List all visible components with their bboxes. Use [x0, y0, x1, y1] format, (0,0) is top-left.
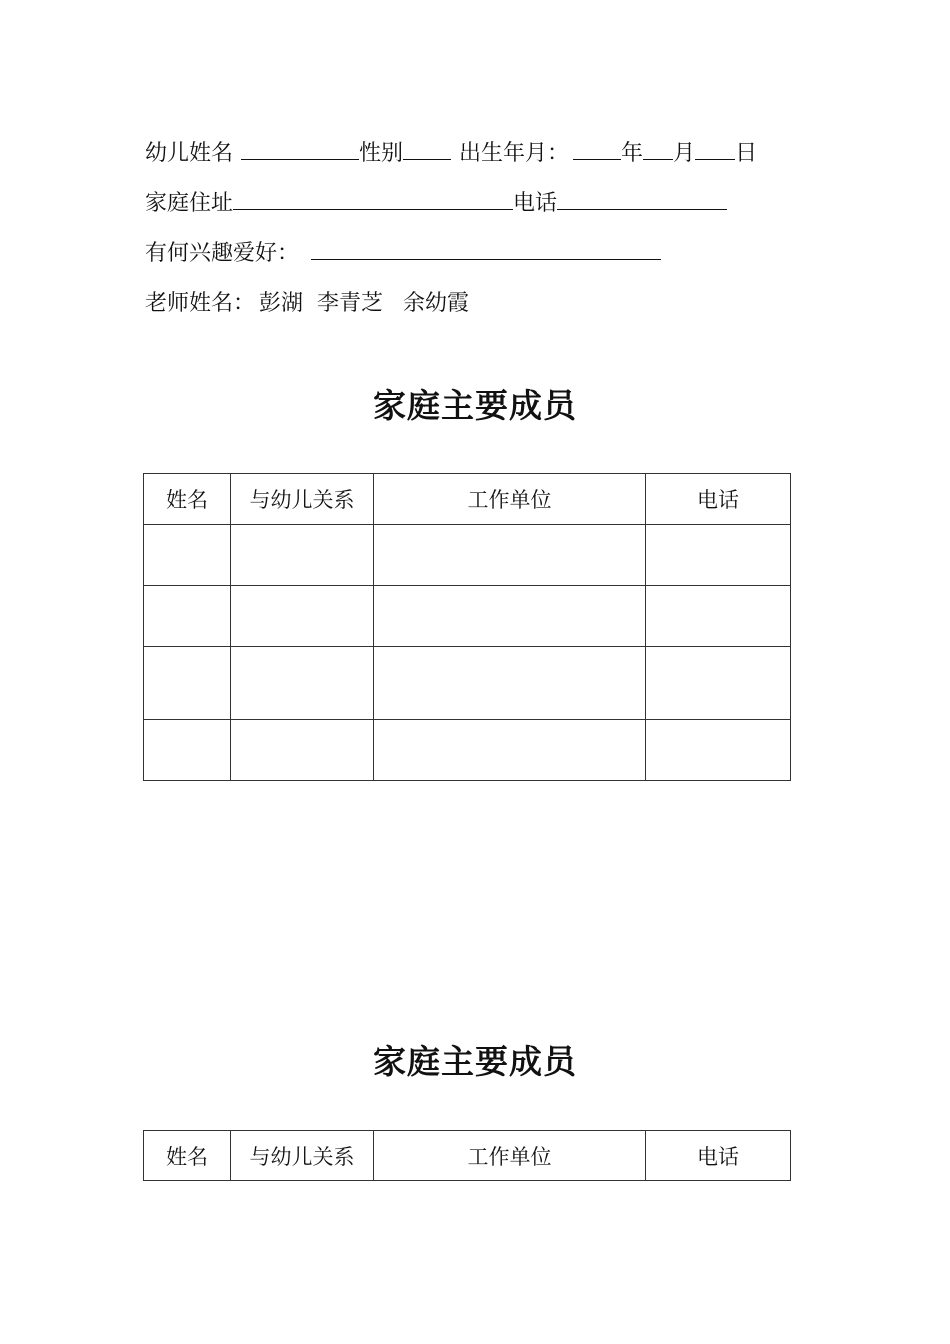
header-name: 姓名: [144, 1131, 231, 1181]
birth-day-field[interactable]: [695, 139, 735, 160]
cell-name[interactable]: [144, 647, 231, 720]
header-phone: 电话: [646, 1131, 791, 1181]
table-header-row: [144, 474, 791, 525]
header-relation: 与幼儿关系: [231, 1131, 374, 1181]
header-relation: 与幼儿关系: [231, 474, 374, 525]
gender-label: 性别: [359, 141, 404, 166]
teacher-row: [145, 286, 469, 317]
month-label: 月: [673, 141, 696, 166]
phone-label: 电话: [513, 191, 558, 216]
address-row: [145, 186, 727, 217]
cell-name[interactable]: [144, 720, 231, 781]
child-name-label: 幼儿姓名: [145, 141, 234, 166]
family-members-table: [143, 1130, 791, 1181]
teacher-name: 彭湖: [259, 291, 304, 316]
cell-phone[interactable]: [646, 525, 791, 586]
cell-relation[interactable]: [231, 720, 374, 781]
teacher-name: 李青芝: [317, 291, 384, 316]
cell-phone[interactable]: [646, 720, 791, 781]
cell-phone[interactable]: [646, 586, 791, 647]
cell-relation[interactable]: [231, 586, 374, 647]
birth-year-field[interactable]: [573, 139, 621, 160]
cell-name[interactable]: [144, 586, 231, 647]
family-members-table: [143, 473, 791, 781]
header-name: 姓名: [144, 474, 231, 525]
cell-workplace[interactable]: [374, 720, 646, 781]
header-phone: 电话: [646, 474, 791, 525]
table-row: [144, 647, 791, 720]
section-title: 家庭主要成员: [373, 386, 577, 425]
year-label: 年: [621, 141, 644, 166]
hobby-field[interactable]: [311, 239, 661, 260]
cell-relation[interactable]: [231, 647, 374, 720]
child-name-field[interactable]: [241, 139, 359, 160]
cell-relation[interactable]: [231, 525, 374, 586]
table-header-row: [144, 1131, 791, 1181]
cell-name[interactable]: [144, 525, 231, 586]
header-workplace: 工作单位: [374, 1131, 646, 1181]
hobby-label: 有何兴趣爱好：: [145, 241, 300, 266]
table-row: [144, 586, 791, 647]
birth-label: 出生年月：: [459, 141, 570, 166]
birth-month-field[interactable]: [643, 139, 673, 160]
cell-phone[interactable]: [646, 647, 791, 720]
day-label: 日: [735, 141, 758, 166]
table-row: [144, 525, 791, 586]
cell-workplace[interactable]: [374, 525, 646, 586]
address-label: 家庭住址: [145, 191, 234, 216]
hobby-row: [145, 236, 661, 267]
cell-workplace[interactable]: [374, 647, 646, 720]
teacher-name: 余幼霞: [403, 291, 470, 316]
gender-field[interactable]: [403, 139, 451, 160]
child-info-row: [145, 136, 757, 167]
teacher-label: 老师姓名：: [145, 291, 256, 316]
table-row: [144, 720, 791, 781]
header-workplace: 工作单位: [374, 474, 646, 525]
cell-workplace[interactable]: [374, 586, 646, 647]
section-title: 家庭主要成员: [373, 1042, 577, 1081]
address-field[interactable]: [233, 189, 513, 210]
phone-field[interactable]: [557, 189, 727, 210]
